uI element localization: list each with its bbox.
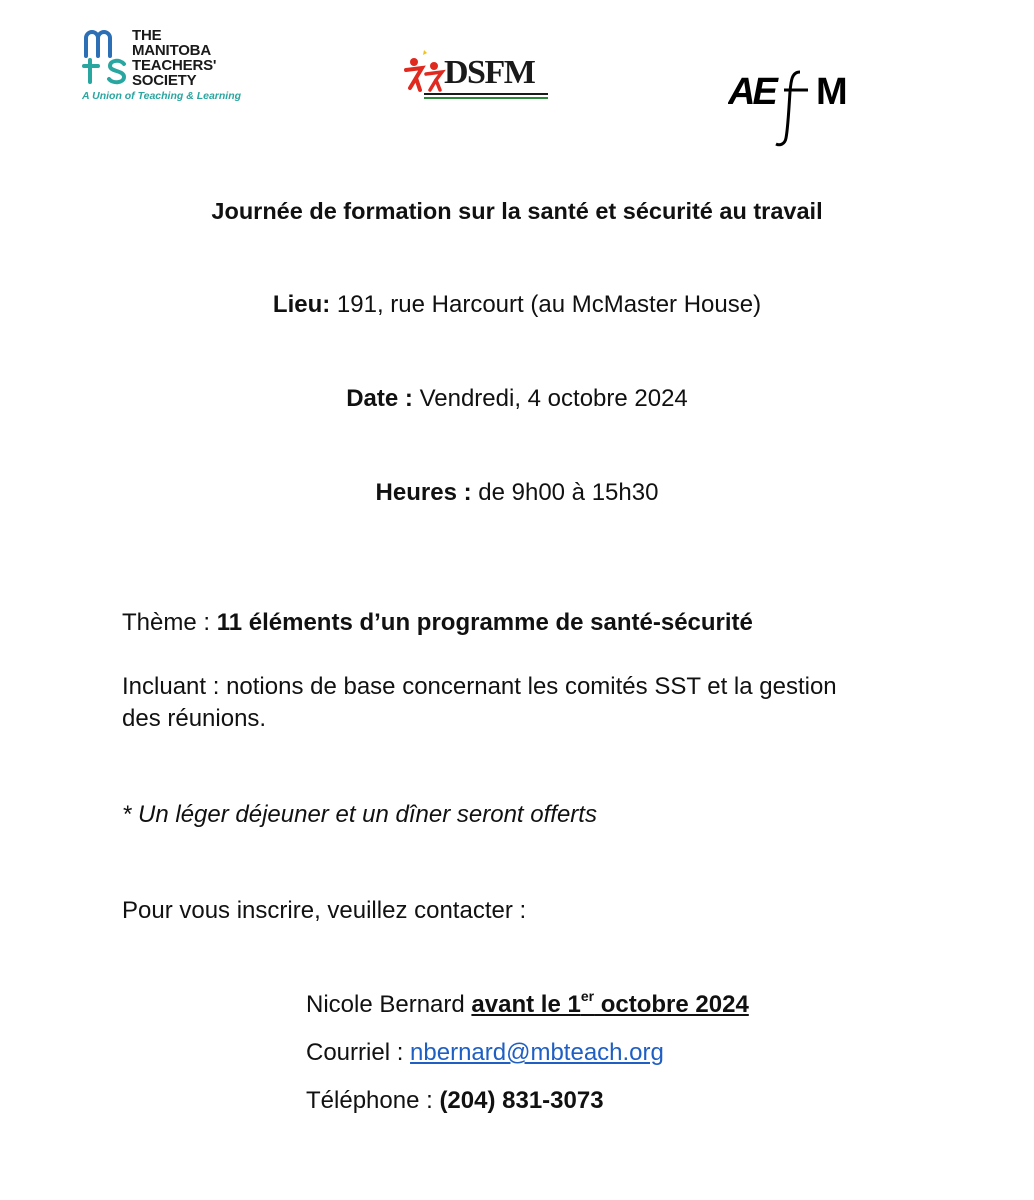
date-label: Date : — [346, 385, 413, 412]
lieu-value: 191, rue Harcourt (au McMaster House) — [330, 291, 762, 318]
theme-line — [122, 608, 753, 638]
email-line — [306, 1038, 664, 1068]
mts-tagline: A Union of Teaching & Learning — [82, 90, 242, 102]
aefm-logo — [728, 58, 878, 150]
incluant-line-1: Incluant : notions de base concernant les comités SST et la gestion — [122, 673, 837, 700]
mts-line-1: THE — [132, 27, 162, 44]
dsfm-underline-dark — [424, 93, 548, 95]
contact-name: Nicole Bernard — [306, 991, 472, 1018]
contact-deadline: avant le 1er octobre 2024 — [471, 988, 749, 1018]
dsfm-logo — [404, 48, 550, 100]
lieu-line — [0, 290, 1034, 320]
mts-monogram-icon — [82, 26, 130, 90]
theme-label: Thème : — [122, 609, 217, 636]
date-value: Vendredi, 4 octobre 2024 — [412, 385, 688, 412]
inscription-line: Pour vous inscrire, veuillez contacter : — [122, 897, 527, 924]
meal-note: * Un léger déjeuner et un dîner seront offerts — [122, 801, 597, 828]
contact-name-line — [306, 990, 749, 1020]
heures-line — [0, 478, 1034, 508]
aefm-wordmark-icon — [728, 58, 878, 150]
email-label: Courriel : — [306, 1039, 411, 1066]
mts-line-3: TEACHERS' — [132, 57, 217, 74]
phone-line — [306, 1086, 604, 1116]
deadline-superscript: er — [580, 988, 595, 1004]
theme-value: 11 éléments d’un programme de santé-sécurité — [216, 609, 753, 636]
heures-value: de 9h00 à 15h30 — [471, 479, 659, 506]
email-link[interactable]: nbernard@mbteach.org — [410, 1039, 664, 1066]
aefm-m-text: M — [816, 71, 848, 113]
dsfm-underline-green — [424, 97, 548, 99]
heures-label: Heures : — [375, 479, 472, 506]
mts-line-2: MANITOBA — [132, 42, 211, 59]
phone-number: (204) 831-3073 — [439, 1087, 604, 1114]
dsfm-figures-icon — [404, 48, 446, 94]
page-title: Journée de formation sur la santé et sécurité au travail — [211, 198, 823, 224]
date-line — [0, 384, 1034, 414]
mts-line-4: SOCIETY — [132, 72, 197, 89]
phone-label: Téléphone : — [306, 1087, 440, 1114]
lieu-label: Lieu: — [272, 291, 331, 318]
incluant-line-2: des réunions. — [122, 705, 267, 732]
dsfm-wordmark: DSFM — [444, 54, 535, 91]
mts-logo — [82, 26, 242, 108]
aefm-ae-text: AE — [728, 71, 775, 113]
